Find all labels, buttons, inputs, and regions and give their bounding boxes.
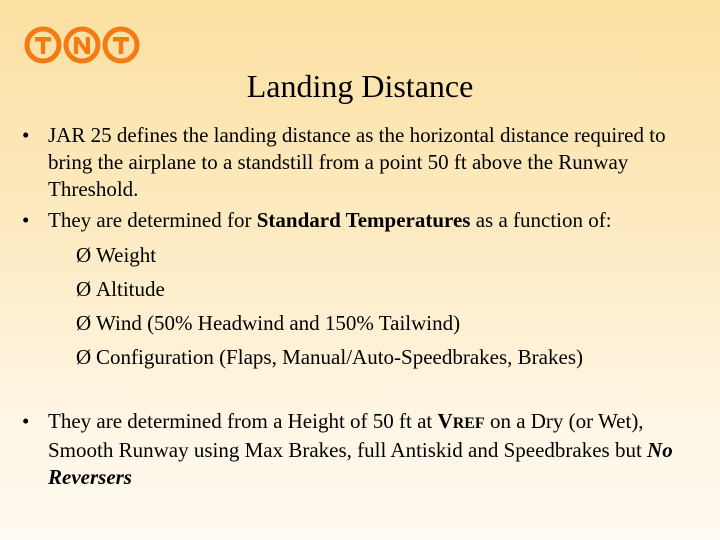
sub-item-text: Altitude (96, 277, 165, 301)
tnt-logo (24, 24, 140, 66)
bullet-icon: • (22, 123, 30, 147)
bullet-icon: • (22, 208, 30, 232)
vref-v: V (437, 409, 453, 433)
spacer (22, 374, 708, 408)
slide-title-text: Landing Distance (246, 68, 474, 104)
sub-item (22, 306, 708, 340)
bullet-item (22, 122, 708, 203)
slide-body (22, 122, 708, 495)
bullet-text: on a Dry (or Wet), Smooth Runway using Max Brakes, full Antiskid and Speedbrakes but (48, 409, 648, 462)
slide-title (0, 64, 720, 108)
bullet-text: JAR 25 defines the landing distance as the horizontal distance required to bring the airplane to a standstill from a point 50 ft above the Runway Threshold. (48, 123, 666, 201)
bullet-emphasis: Standard Temperatures (256, 208, 471, 232)
vref-subscript: REF (452, 415, 485, 432)
bullet-icon: • (22, 409, 30, 433)
bullet-text: They are determined from a Height of 50 ft at (48, 409, 438, 433)
sub-item-text: Weight (96, 243, 157, 267)
sub-item-text: Configuration (Flaps, Manual/Auto-Speedbrakes, Brakes) (96, 345, 583, 369)
sub-item (22, 238, 708, 272)
arrow-icon: Ø (76, 311, 92, 335)
sub-item-text: Wind (50% Headwind and 150% Tailwind) (96, 311, 461, 335)
arrow-icon: Ø (76, 277, 92, 301)
bullet-text: They are determined for (48, 208, 257, 232)
bullet-emphasis: No Reversers (48, 438, 673, 489)
arrow-icon: Ø (76, 243, 92, 267)
bullet-text: as a function of: (470, 208, 612, 232)
arrow-icon: Ø (76, 345, 92, 369)
bullet-item (22, 408, 708, 491)
sub-item (22, 340, 708, 374)
bullet-item (22, 207, 708, 234)
sub-item (22, 272, 708, 306)
